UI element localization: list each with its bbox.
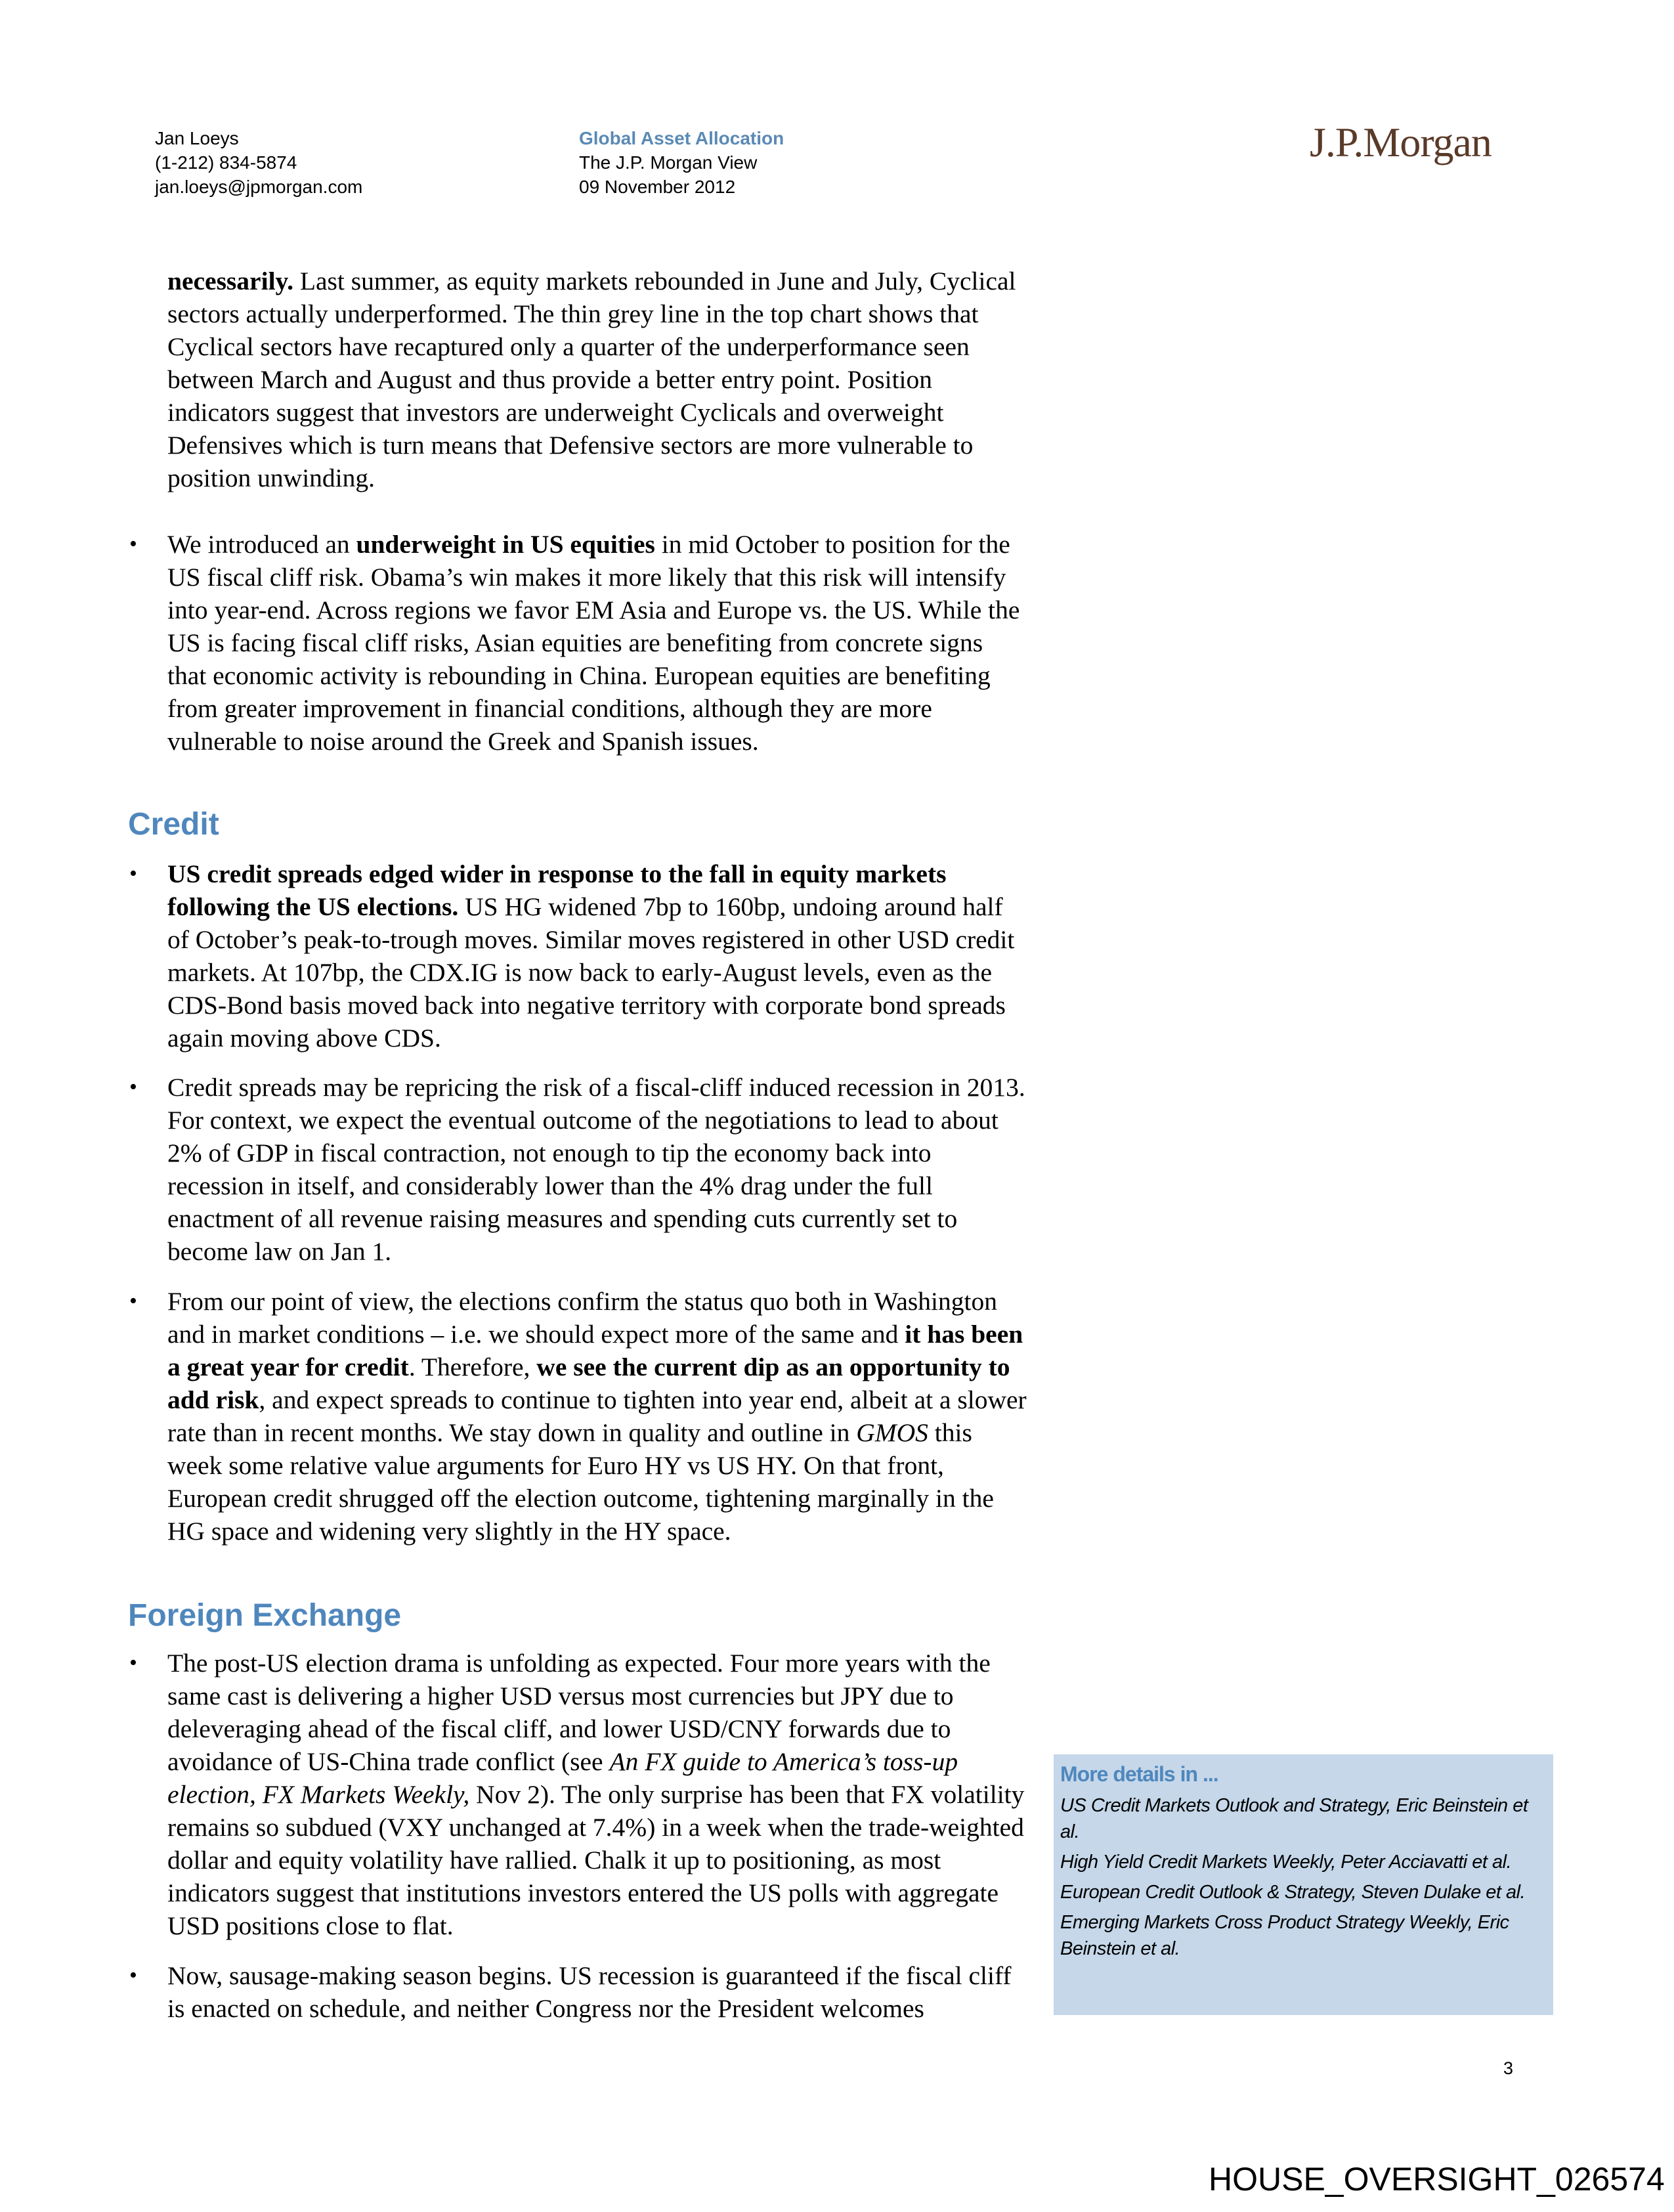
bullet-icon: • xyxy=(129,1289,137,1313)
text-run: We introduced an xyxy=(167,530,356,559)
author-contact xyxy=(155,126,362,199)
text-run: US credit spreads edged wider in response to the fall in equity markets following the US elections. xyxy=(167,859,947,921)
section-heading: Foreign Exchange xyxy=(128,1598,402,1633)
bullet-icon: • xyxy=(129,1075,137,1099)
bullet-paragraph xyxy=(167,1959,1027,2025)
bullet-paragraph xyxy=(167,1647,1027,1942)
author-email[interactable]: jan.loeys@jpmorgan.com xyxy=(155,177,363,197)
text-run: Now, sausage-making season begins. US recession is guaranteed if the fiscal cliff is enacted on schedule, and neither Congress nor the President welcomes xyxy=(167,1961,1012,2023)
paragraph xyxy=(167,265,1027,494)
author-name: Jan Loeys xyxy=(155,128,239,148)
bullet-icon: • xyxy=(129,1963,137,1987)
text-run: this week some relative value arguments for Euro HY vs US HY. On that front, European credit shrugged off the election outcome, tightening marginally in the HG space and widening very slightly in the HY space. xyxy=(167,1418,994,1546)
page-number: 3 xyxy=(1503,2058,1514,2078)
text-run: it has been a great year for credit xyxy=(167,1320,1023,1381)
text-run: An FX guide to America’s toss-up election, FX Markets Weekly, xyxy=(167,1747,958,1809)
publication-date: 09 November 2012 xyxy=(579,177,736,197)
bullet-paragraph xyxy=(167,528,1027,758)
text-run: necessarily. xyxy=(167,267,293,295)
sidebar-reference[interactable]: European Credit Outlook & Strategy, Steven Dulake et al. xyxy=(1060,1882,1526,1903)
text-run: Nov 2). The only surprise has been that FX volatility remains so subdued (VXY unchanged at 7.4%) in a week when the trade-weighted dollar and equity volatility have rallied. Chalk it up to positioning, as most indicators suggest that institutions investors entered the US polls with aggregate USD positions close to flat. xyxy=(167,1780,1025,1940)
more-details-sidebar xyxy=(1054,1754,1553,2015)
text-run: The post-US election drama is unfolding as expected. Four more years with the same cast is delivering a higher USD versus most currencies but JPY due to deleveraging ahead of the fiscal cliff, and lower USD/CNY forwards due to avoidance of US-China trade conflict (see xyxy=(167,1649,991,1776)
jpmorgan-logo: J.P.Morgan xyxy=(1310,119,1492,165)
bullet-icon: • xyxy=(129,1651,137,1675)
sidebar-reference[interactable]: US Credit Markets Outlook and Strategy, Eric Beinstein et al. xyxy=(1060,1795,1528,1842)
text-run: GMOS xyxy=(856,1418,928,1447)
bullet-paragraph xyxy=(167,857,1027,1054)
sidebar-reference[interactable]: Emerging Markets Cross Product Strategy Weekly, Eric Beinstein et al. xyxy=(1060,1912,1509,1959)
section-heading: Credit xyxy=(128,807,219,842)
text-run: , and expect spreads to continue to tighten into year end, albeit at a slower rate than in recent months. We stay down in quality and outline in xyxy=(167,1385,1027,1447)
section-name: Global Asset Allocation xyxy=(579,128,784,148)
bates-number: HOUSE_OVERSIGHT_026574 xyxy=(1209,2161,1665,2198)
sidebar-reference[interactable]: High Yield Credit Markets Weekly, Peter Acciavatti et al. xyxy=(1060,1852,1512,1873)
author-phone: (1-212) 834-5874 xyxy=(155,152,297,173)
text-run: . Therefore, xyxy=(408,1353,537,1381)
bullet-paragraph xyxy=(167,1071,1027,1268)
text-run: we see the current dip as an opportunity to add risk xyxy=(167,1353,1010,1414)
text-run: in mid October to position for the US fiscal cliff risk. Obama’s win makes it more likely that this risk will intensify into year-end. Across regions we favor EM Asia and Europe vs. the US. While the US is facing fiscal cliff risks, Asian equities are benefiting from concrete signs that economic activity is rebounding in China. European equities are benefiting from greater improvement in financial conditions, although they are more vulnerable to noise around the Greek and Spanish issues. xyxy=(167,530,1020,756)
sidebar-title: More details in ... xyxy=(1060,1762,1218,1786)
text-run: Credit spreads may be repricing the risk of a fiscal-cliff induced recession in 2013. For context, we expect the eventual outcome of the negotiations to lead to about 2% of GDP in fiscal contraction, not enough to tip the economy back into recession in itself, and considerably lower than the 4% drag under the full enactment of all revenue raising measures and spending cuts currently set to become law on Jan 1. xyxy=(167,1073,1025,1266)
text-run: US HG widened 7bp to 160bp, undoing around half of October’s peak-to-trough moves. Similar moves registered in other USD credit markets. At 107bp, the CDX.IG is now back to early-August levels, even as the CDS-Bond basis moved back into negative territory with corporate bond spreads again moving above CDS. xyxy=(167,892,1015,1052)
text-run: From our point of view, the elections confirm the status quo both in Washington and in market conditions – i.e. we should expect more of the same and xyxy=(167,1287,997,1349)
bullet-icon: • xyxy=(129,532,137,556)
text-run: underweight in US equities xyxy=(356,530,655,559)
text-run: Last summer, as equity markets rebounded in June and July, Cyclical sectors actually underperformed. The thin grey line in the top chart shows that Cyclical sectors have recaptured only a quarter of the underperformance seen between March and August and thus provide a better entry point. Position indicators suggest that investors are underweight Cyclicals and overweight Defensives which is turn means that Defensive sectors are more vulnerable to position unwinding. xyxy=(167,267,1016,492)
publication-name: The J.P. Morgan View xyxy=(579,152,758,173)
bullet-paragraph xyxy=(167,1285,1027,1548)
bullet-icon: • xyxy=(129,861,137,886)
publication-info xyxy=(579,126,784,199)
